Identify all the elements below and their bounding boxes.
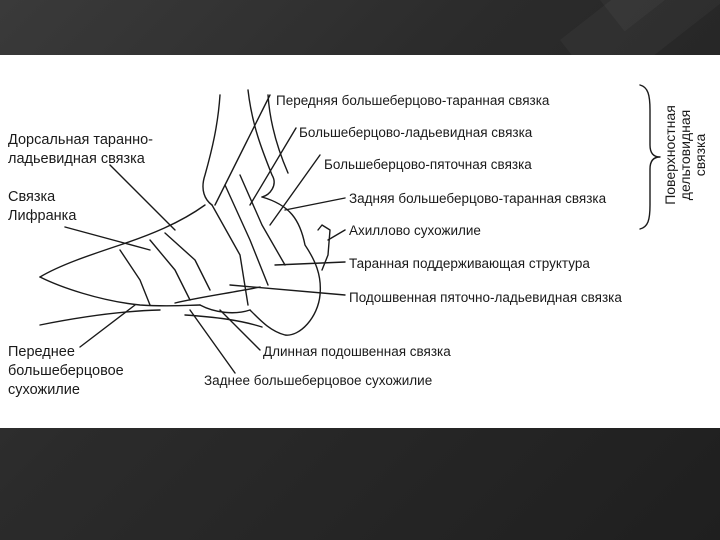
tibia-outline (203, 95, 220, 205)
deltoid-label-line1: Поверхностная (662, 105, 678, 205)
label-lisfranc-ligament-line2: Лифранка (8, 208, 77, 224)
label-plantar-calcaneonavicular-ligament: Подошвенная пяточно-ладьевидная связка (349, 290, 622, 305)
ligament-band (120, 250, 150, 305)
label-superficial-deltoid-ligament (663, 70, 708, 240)
deltoid-label-line2: дельтовидная (677, 109, 693, 201)
label-tibialis-anterior-tendon-line1: Переднее (8, 344, 75, 360)
label-achilles-tendon: Ахиллово сухожилие (349, 223, 481, 238)
label-tibionavicular-ligament: Большеберцово-ладьевидная связка (299, 125, 533, 140)
label-tibialis-posterior-tendon: Заднее большеберцовое сухожилие (204, 373, 433, 388)
label-tibialis-anterior-tendon-line2: большеберцовое (8, 363, 124, 379)
leader-line (285, 198, 345, 210)
label-sustentaculum-tali: Таранная поддерживающая структура (349, 256, 590, 271)
label-lisfranc-ligament-line1: Связка (8, 189, 56, 205)
leader-line (110, 165, 175, 230)
label-long-plantar-ligament: Длинная подошвенная связка (263, 344, 451, 359)
leader-line (80, 305, 135, 347)
deltoid-label-line3: связка (692, 133, 708, 177)
foot-outline (40, 310, 160, 325)
label-dorsal-talonavicular-ligament-line1: Дорсальная таранно- (8, 132, 153, 148)
leader-line (270, 155, 320, 225)
label-tibialis-anterior-tendon-line3: сухожилие (8, 382, 80, 398)
leader-line (250, 128, 296, 205)
label-posterior-tibiotalar-ligament: Задняя большеберцово-таранная связка (349, 191, 607, 206)
label-anterior-tibiotalar-ligament: Передняя большеберцово-таранная связка (276, 93, 550, 108)
foot-outline (40, 277, 200, 306)
ligament-band (225, 185, 268, 285)
ligament-band (150, 240, 190, 300)
bracket (640, 85, 660, 229)
leader-line (275, 262, 345, 265)
ligament-band (240, 175, 285, 265)
heel-outline (200, 305, 250, 313)
ligament-band (165, 233, 210, 290)
tibia-outline (248, 90, 274, 197)
leader-line (220, 310, 260, 350)
label-tibiocalcaneal-ligament: Большеберцово-пяточная связка (324, 157, 532, 172)
ligament-band (185, 315, 262, 327)
label-dorsal-talonavicular-ligament-line2: ладьевидная связка (8, 151, 145, 167)
